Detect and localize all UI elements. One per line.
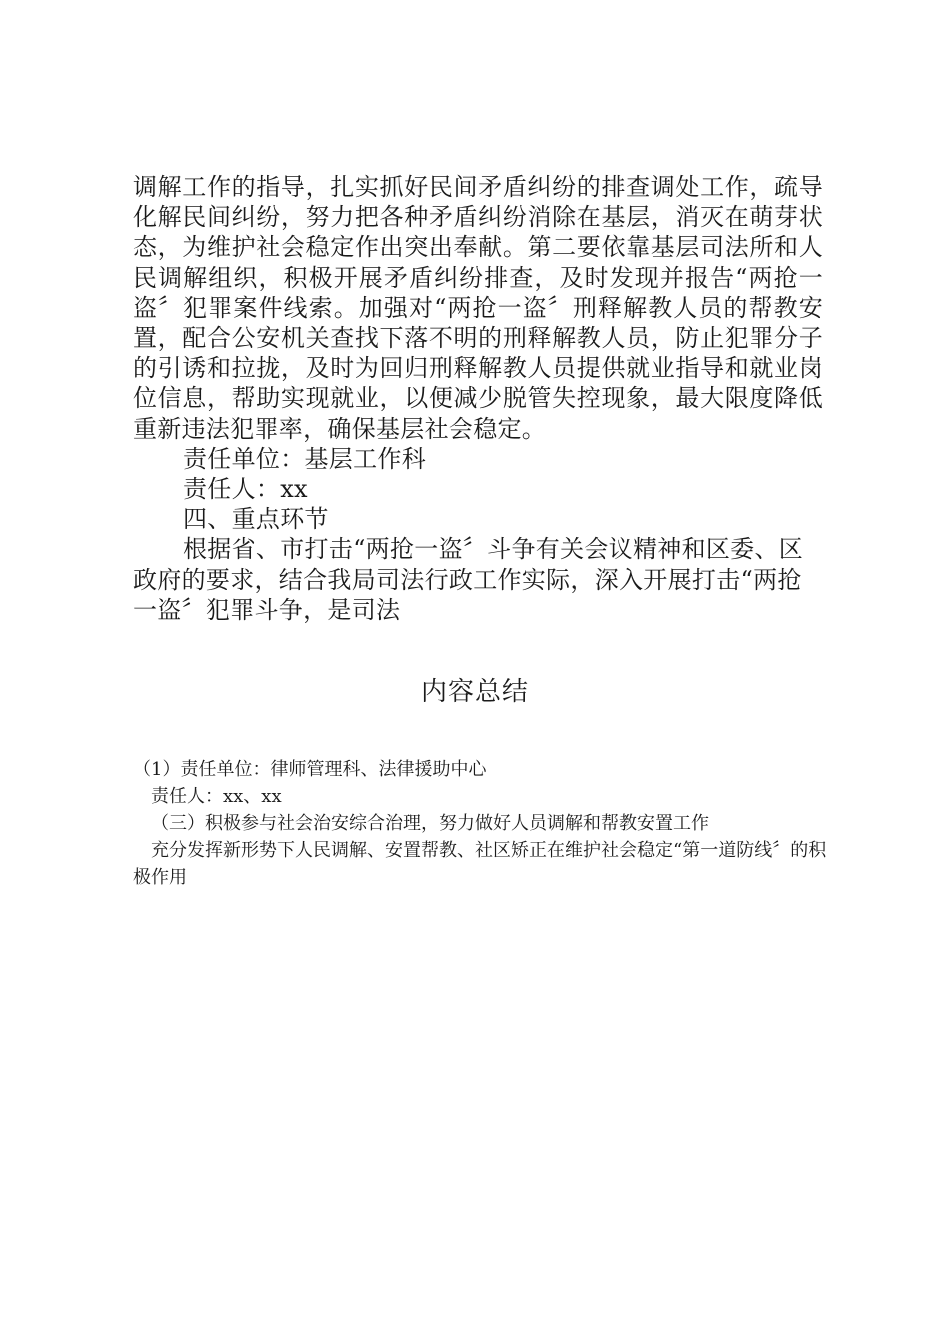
- summary-item: （1）责任单位：律师管理科、法律援助中心: [133, 759, 487, 780]
- summary-item: （三）积极参与社会治安综合治理，努力做好人员调解和帮教安置工作: [151, 813, 709, 834]
- document-body: [133, 172, 823, 625]
- summary-body: [133, 756, 833, 891]
- body-paragraph: 根据省、市打击“两抢一盗〞斗争有关会议精神和区委、区政府的要求，结合我局司法行政工作实际，深入开展打击“两抢一盗〞犯罪斗争，是司法: [133, 535, 804, 624]
- section-heading: 四、重点环节: [183, 505, 329, 534]
- summary-item: 责任人：xx、xx: [151, 786, 282, 807]
- responsible-unit-line: 责任单位：基层工作科: [183, 444, 426, 473]
- responsible-person-line: 责任人：xx: [183, 475, 308, 504]
- body-paragraph: 调解工作的指导，扎实抓好民间矛盾纠纷的排查调处工作，疏导化解民间纠纷，努力把各种矛盾纠纷消除在基层，消灭在萌芽状态，为维护社会稳定作出突出奉献。第二要依靠基层司法所和人民调解组织，积极开展矛盾纠纷排查，及时发现并报告“两抢一盗〞犯罪案件线索。加强对“两抢一盗〞刑释解教人员的帮教安置，配合公安机关查找下落不明的刑释解教人员，防止犯罪分子的引诱和拉拢，及时为回归刑释解教人员提供就业指导和就业岗位信息，帮助实现就业，以便减少脱管失控现象，最大限度降低重新违法犯罪率，确保基层社会稳定。: [133, 173, 823, 443]
- summary-title: 内容总结: [420, 677, 529, 707]
- summary-item: 充分发挥新形势下人民调解、安置帮教、社区矫正在维护社会稳定“第一道防线〞的积极作用: [133, 840, 827, 888]
